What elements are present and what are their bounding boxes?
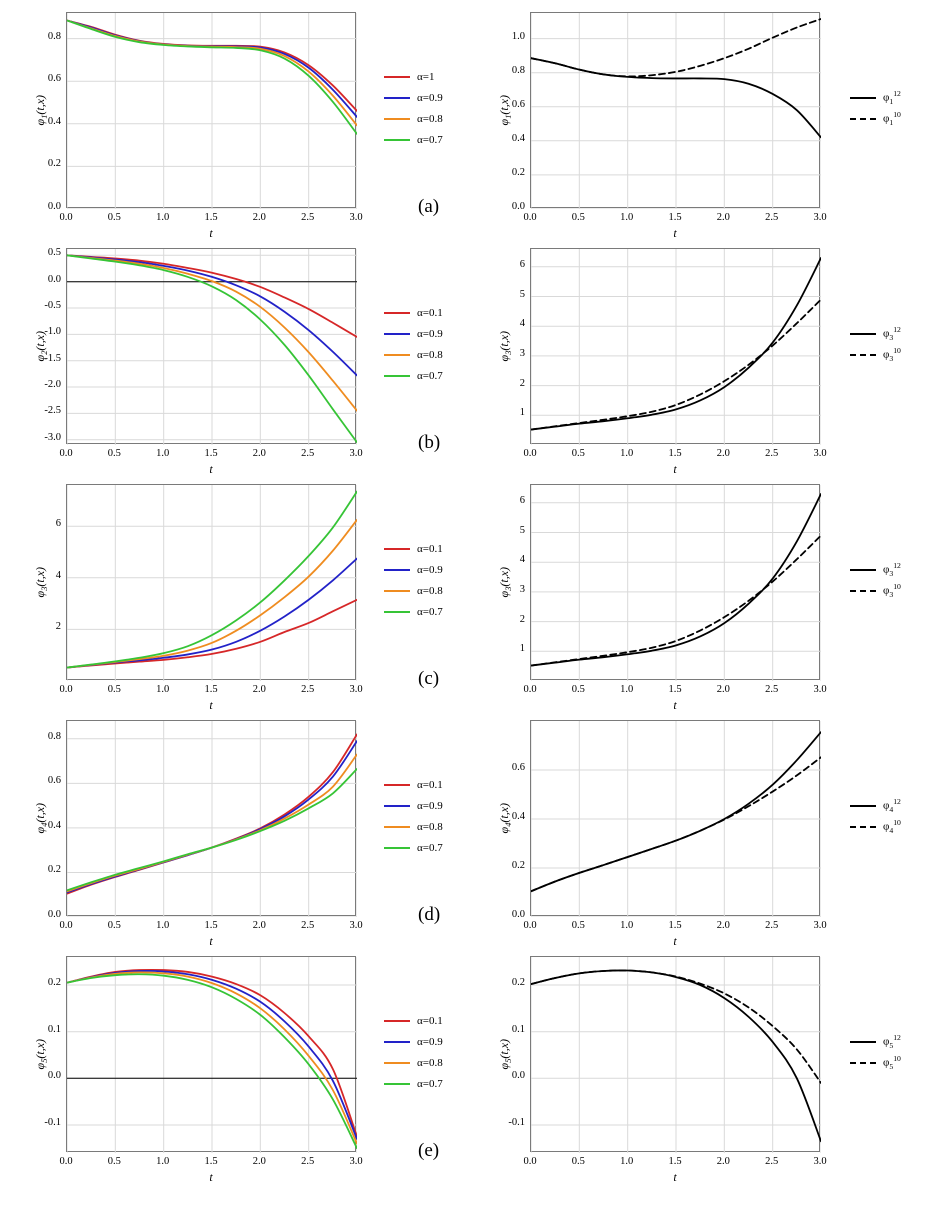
x-tick-label: 2.5 xyxy=(301,920,315,931)
y-tick-label: 6 xyxy=(55,518,61,530)
x-tick-label: 1.5 xyxy=(204,212,218,223)
x-tick-label: 0.0 xyxy=(59,212,73,223)
x-tick-label: 0.5 xyxy=(107,212,121,223)
y-tick-label: 2 xyxy=(55,621,61,633)
legend-c-right xyxy=(850,559,901,601)
y-tick-label: 0.2 xyxy=(47,977,61,988)
x-tick-label: 2.0 xyxy=(252,448,266,459)
legend-item xyxy=(850,344,901,365)
legend-swatch-icon xyxy=(850,590,876,592)
x-tick-label: 1.5 xyxy=(204,920,218,931)
x-tick-label: 2.5 xyxy=(765,684,779,695)
x-tick-label: 2.0 xyxy=(716,920,730,931)
x-tick-label: 3.0 xyxy=(349,684,363,695)
x-tick-label: 0.5 xyxy=(107,920,121,931)
y-tick-label: -1.5 xyxy=(44,352,61,364)
x-axis-label: t xyxy=(673,226,677,240)
x-tick-label: 1.0 xyxy=(620,212,634,223)
legend-label: $\varphi_3^{10}$ xyxy=(883,582,901,599)
x-tick-label: 2.5 xyxy=(301,448,315,459)
y-tick-label: 0.2 xyxy=(511,860,525,871)
y-tick-label: 0.1 xyxy=(47,1023,61,1035)
legend-label: α=0.8 xyxy=(417,820,443,833)
x-tick-label: 3.0 xyxy=(813,684,827,695)
x-tick-label: 2.0 xyxy=(252,920,266,931)
legend-swatch-icon xyxy=(850,97,876,99)
y-tick-label: 0.2 xyxy=(47,864,61,876)
x-tick-label: 2.5 xyxy=(765,212,779,223)
legend-item xyxy=(384,1052,443,1073)
legend-item xyxy=(384,87,443,108)
x-tick-label: 2.5 xyxy=(301,684,315,695)
legend-item xyxy=(850,580,901,601)
figure-row-b xyxy=(0,242,945,482)
x-tick-label: 0.5 xyxy=(571,212,585,223)
legend-label: α=0.8 xyxy=(417,584,443,597)
legend-label: α=0.1 xyxy=(417,542,443,555)
x-tick-label: 0.0 xyxy=(523,448,537,459)
plot-area-e-left xyxy=(66,956,356,1152)
x-tick-label: 2.0 xyxy=(716,1156,730,1167)
legend-item xyxy=(384,816,443,837)
legend-c-left xyxy=(384,538,443,622)
plot-area-e-right xyxy=(530,956,820,1152)
legend-label: α=0.9 xyxy=(417,563,443,576)
legend-swatch-icon xyxy=(850,826,876,828)
legend-swatch-icon xyxy=(384,1020,410,1022)
legend-item xyxy=(384,1010,443,1031)
x-tick-label: 3.0 xyxy=(813,920,827,931)
y-tick-label: -1.0 xyxy=(44,326,61,338)
x-tick-label: 0.0 xyxy=(523,684,537,695)
x-tick-label: 3.0 xyxy=(349,448,363,459)
legend-swatch-icon xyxy=(384,548,410,550)
legend-item xyxy=(384,66,443,87)
y-tick-label: 0.4 xyxy=(511,132,525,144)
x-tick-label: 0.5 xyxy=(107,684,121,695)
legend-label: α=0.1 xyxy=(417,1014,443,1027)
legend-item xyxy=(384,108,443,129)
figure-row-a xyxy=(0,6,945,246)
x-tick-label: 0.5 xyxy=(571,1156,585,1167)
y-tick-label: 0.0 xyxy=(511,909,525,920)
y-tick-label: 0.4 xyxy=(47,115,61,127)
x-tick-label: 1.5 xyxy=(204,1156,218,1167)
y-tick-label: 0.0 xyxy=(511,201,525,212)
legend-item xyxy=(384,580,443,601)
y-tick-label: 0.0 xyxy=(47,201,61,212)
x-tick-label: 2.5 xyxy=(765,1156,779,1167)
legend-item xyxy=(384,837,443,858)
legend-swatch-icon xyxy=(384,333,410,335)
x-tick-label: 2.0 xyxy=(252,1156,266,1167)
legend-swatch-icon xyxy=(384,76,410,78)
plot-area-d-right xyxy=(530,720,820,916)
y-tick-label: 3 xyxy=(519,347,525,359)
legend-item xyxy=(384,1073,443,1094)
x-tick-label: 2.5 xyxy=(765,920,779,931)
y-tick-label: 0.6 xyxy=(47,775,61,787)
legend-swatch-icon xyxy=(384,312,410,314)
y-tick-label: 0.8 xyxy=(511,64,525,76)
legend-swatch-icon xyxy=(384,139,410,141)
legend-swatch-icon xyxy=(384,1062,410,1064)
y-tick-label: 5 xyxy=(519,524,525,536)
x-tick-label: 3.0 xyxy=(349,1156,363,1167)
x-tick-label: 2.5 xyxy=(765,448,779,459)
x-tick-label: 2.0 xyxy=(716,684,730,695)
legend-swatch-icon xyxy=(850,805,876,807)
legend-item xyxy=(850,559,901,580)
legend-label: α=0.7 xyxy=(417,841,443,854)
y-tick-label: 0.2 xyxy=(511,166,525,178)
y-tick-label: 0.6 xyxy=(47,73,61,85)
y-tick-label: 0.4 xyxy=(47,819,61,831)
x-tick-label: 0.5 xyxy=(571,920,585,931)
legend-swatch-icon xyxy=(384,375,410,377)
legend-item xyxy=(384,1031,443,1052)
legend-label: α=0.9 xyxy=(417,91,443,104)
x-axis-label: t xyxy=(673,462,677,476)
y-tick-label: 0.5 xyxy=(47,247,61,259)
legend-item xyxy=(384,323,443,344)
panel-label-e: (e) xyxy=(418,1140,440,1161)
legend-item xyxy=(850,87,901,108)
x-tick-label: 1.0 xyxy=(620,448,634,459)
x-tick-label: 1.0 xyxy=(156,920,170,931)
y-tick-label: 4 xyxy=(55,569,61,581)
legend-item xyxy=(850,1031,901,1052)
legend-label: α=0.8 xyxy=(417,1056,443,1069)
legend-item xyxy=(850,816,901,837)
x-tick-label: 0.0 xyxy=(59,684,73,695)
legend-swatch-icon xyxy=(384,847,410,849)
x-tick-label: 1.5 xyxy=(668,212,682,223)
legend-label: α=0.7 xyxy=(417,605,443,618)
x-tick-label: 3.0 xyxy=(813,212,827,223)
legend-item xyxy=(850,323,901,344)
legend-label: α=0.8 xyxy=(417,348,443,361)
y-tick-label: 0.0 xyxy=(47,273,61,285)
x-tick-label: 0.5 xyxy=(107,1156,121,1167)
legend-item xyxy=(384,774,443,795)
x-tick-label: 1.5 xyxy=(668,448,682,459)
legend-item xyxy=(384,365,443,386)
legend-e-left xyxy=(384,1010,443,1094)
legend-item xyxy=(384,129,443,150)
figure-row-c xyxy=(0,478,945,718)
x-tick-label: 0.0 xyxy=(59,1156,73,1167)
x-axis-label: t xyxy=(209,698,213,712)
x-tick-label: 3.0 xyxy=(813,1156,827,1167)
legend-swatch-icon xyxy=(384,784,410,786)
x-tick-label: 1.0 xyxy=(156,684,170,695)
plot-area-b-right xyxy=(530,248,820,444)
x-tick-label: 1.5 xyxy=(204,684,218,695)
plot-area-d-left xyxy=(66,720,356,916)
y-tick-label: 2 xyxy=(519,377,525,389)
y-tick-label: -0.1 xyxy=(508,1117,525,1128)
x-axis-label: t xyxy=(209,462,213,476)
y-tick-label: -3.0 xyxy=(44,431,61,443)
y-axis-label: $\varphi_4(t,x)$ xyxy=(32,802,50,834)
legend-d-right xyxy=(850,795,901,837)
y-tick-label: 1 xyxy=(519,407,525,419)
y-tick-label: 6 xyxy=(519,494,525,506)
plot-area-a-right xyxy=(530,12,820,208)
y-tick-label: 0.0 xyxy=(511,1070,525,1082)
y-tick-label: -2.0 xyxy=(44,379,61,391)
legend-item xyxy=(384,601,443,622)
legend-swatch-icon xyxy=(850,1041,876,1043)
figure-row-d xyxy=(0,714,945,954)
y-tick-label: 0.2 xyxy=(511,977,525,988)
legend-swatch-icon xyxy=(850,1062,876,1064)
x-tick-label: 1.0 xyxy=(620,684,634,695)
legend-label: α=1 xyxy=(417,70,435,83)
x-tick-label: 2.0 xyxy=(716,212,730,223)
legend-swatch-icon xyxy=(384,569,410,571)
x-tick-label: 0.0 xyxy=(59,448,73,459)
x-tick-label: 0.0 xyxy=(523,212,537,223)
y-tick-label: 0.2 xyxy=(47,158,61,170)
y-tick-label: 0.1 xyxy=(511,1023,525,1035)
legend-swatch-icon xyxy=(384,611,410,613)
x-tick-label: 1.5 xyxy=(204,448,218,459)
y-axis-label: $\varphi_5(t,x)$ xyxy=(496,1038,514,1070)
legend-label: α=0.1 xyxy=(417,306,443,319)
figure-row-e xyxy=(0,950,945,1190)
x-tick-label: 1.0 xyxy=(156,448,170,459)
y-axis-label: $\varphi_4(t,x)$ xyxy=(496,802,514,834)
x-axis-label: t xyxy=(673,934,677,948)
legend-label: $\varphi_4^{12}$ xyxy=(883,797,901,814)
legend-swatch-icon xyxy=(384,1083,410,1085)
panel-label-a: (a) xyxy=(418,196,440,217)
x-tick-label: 2.0 xyxy=(716,448,730,459)
y-tick-label: 1 xyxy=(519,643,525,655)
y-axis-label: $\varphi_3(t,x)$ xyxy=(32,566,50,598)
legend-item xyxy=(384,559,443,580)
x-tick-label: 1.5 xyxy=(668,920,682,931)
y-tick-label: 0.6 xyxy=(511,762,525,773)
y-axis-label: $\varphi_1(t,x)$ xyxy=(496,94,514,126)
legend-label: $\varphi_3^{10}$ xyxy=(883,346,901,363)
y-tick-label: 0.8 xyxy=(47,30,61,42)
legend-label: $\varphi_1^{12}$ xyxy=(883,89,901,106)
x-tick-label: 0.5 xyxy=(571,684,585,695)
panel-label-b: (b) xyxy=(418,432,441,453)
legend-item xyxy=(384,302,443,323)
y-tick-label: 2 xyxy=(519,613,525,625)
x-tick-label: 2.5 xyxy=(301,212,315,223)
y-tick-label: 5 xyxy=(519,288,525,300)
y-axis-label: $\varphi_1(t,x)$ xyxy=(32,94,50,126)
y-tick-label: 0.0 xyxy=(47,1070,61,1082)
x-tick-label: 3.0 xyxy=(349,212,363,223)
legend-swatch-icon xyxy=(384,354,410,356)
y-tick-label: 1.0 xyxy=(511,30,525,42)
legend-item xyxy=(384,538,443,559)
legend-label: $\varphi_4^{10}$ xyxy=(883,818,901,835)
legend-swatch-icon xyxy=(384,805,410,807)
legend-swatch-icon xyxy=(384,1041,410,1043)
x-tick-label: 2.0 xyxy=(252,684,266,695)
x-tick-label: 1.0 xyxy=(156,212,170,223)
x-tick-label: 3.0 xyxy=(349,920,363,931)
x-tick-label: 1.0 xyxy=(620,1156,634,1167)
x-tick-label: 2.0 xyxy=(252,212,266,223)
x-axis-label: t xyxy=(673,1170,677,1184)
plot-area-c-left xyxy=(66,484,356,680)
plot-area-a-left xyxy=(66,12,356,208)
y-tick-label: 4 xyxy=(519,554,525,566)
legend-e-right xyxy=(850,1031,901,1073)
y-axis-label: $\varphi_2(t,x)$ xyxy=(32,330,50,362)
y-axis-label: $\varphi_3(t,x)$ xyxy=(496,330,514,362)
legend-label: $\varphi_5^{12}$ xyxy=(883,1033,901,1050)
y-tick-label: 0.8 xyxy=(47,730,61,742)
legend-label: $\varphi_1^{10}$ xyxy=(883,110,901,127)
y-tick-label: -0.1 xyxy=(44,1117,61,1128)
panel-label-d: (d) xyxy=(418,904,441,925)
x-tick-label: 0.0 xyxy=(59,920,73,931)
y-tick-label: -0.5 xyxy=(44,300,61,311)
plot-area-b-left xyxy=(66,248,356,444)
x-tick-label: 1.0 xyxy=(156,1156,170,1167)
legend-item xyxy=(384,795,443,816)
x-tick-label: 0.5 xyxy=(107,448,121,459)
legend-swatch-icon xyxy=(384,590,410,592)
y-tick-label: -2.5 xyxy=(44,405,61,417)
plot-area-c-right xyxy=(530,484,820,680)
legend-swatch-icon xyxy=(850,569,876,571)
legend-b-left xyxy=(384,302,443,386)
legend-label: α=0.9 xyxy=(417,1035,443,1048)
x-tick-label: 1.0 xyxy=(620,920,634,931)
legend-label: α=0.8 xyxy=(417,112,443,125)
legend-a-left xyxy=(384,66,443,150)
legend-item xyxy=(850,795,901,816)
x-axis-label: t xyxy=(209,934,213,948)
x-tick-label: 0.0 xyxy=(523,1156,537,1167)
y-axis-label: $\varphi_3(t,x)$ xyxy=(496,566,514,598)
x-tick-label: 1.5 xyxy=(668,1156,682,1167)
x-tick-label: 0.5 xyxy=(571,448,585,459)
x-tick-label: 0.0 xyxy=(523,920,537,931)
legend-swatch-icon xyxy=(850,354,876,356)
legend-d-left xyxy=(384,774,443,858)
panel-label-c: (c) xyxy=(418,668,440,689)
legend-swatch-icon xyxy=(850,333,876,335)
y-tick-label: 4 xyxy=(519,318,525,330)
x-axis-label: t xyxy=(673,698,677,712)
y-axis-label: $\varphi_5(t,x)$ xyxy=(32,1038,50,1070)
legend-swatch-icon xyxy=(384,826,410,828)
x-axis-label: t xyxy=(209,1170,213,1184)
x-tick-label: 3.0 xyxy=(813,448,827,459)
legend-swatch-icon xyxy=(384,118,410,120)
legend-swatch-icon xyxy=(850,118,876,120)
x-tick-label: 2.5 xyxy=(301,1156,315,1167)
y-tick-label: 0.0 xyxy=(47,909,61,920)
legend-swatch-icon xyxy=(384,97,410,99)
legend-item xyxy=(850,108,901,129)
x-axis-label: t xyxy=(209,226,213,240)
legend-item xyxy=(384,344,443,365)
legend-label: α=0.7 xyxy=(417,133,443,146)
legend-label: $\varphi_3^{12}$ xyxy=(883,561,901,578)
legend-a-right xyxy=(850,87,901,129)
legend-item xyxy=(850,1052,901,1073)
y-tick-label: 0.6 xyxy=(511,98,525,110)
y-tick-label: 0.4 xyxy=(511,811,525,822)
y-tick-label: 3 xyxy=(519,583,525,595)
legend-label: α=0.9 xyxy=(417,327,443,340)
y-tick-label: 6 xyxy=(519,258,525,270)
legend-label: α=0.7 xyxy=(417,1077,443,1090)
x-tick-label: 1.5 xyxy=(668,684,682,695)
legend-label: α=0.1 xyxy=(417,778,443,791)
legend-label: α=0.9 xyxy=(417,799,443,812)
legend-label: $\varphi_5^{10}$ xyxy=(883,1054,901,1071)
legend-label: $\varphi_3^{12}$ xyxy=(883,325,901,342)
legend-b-right xyxy=(850,323,901,365)
legend-label: α=0.7 xyxy=(417,369,443,382)
